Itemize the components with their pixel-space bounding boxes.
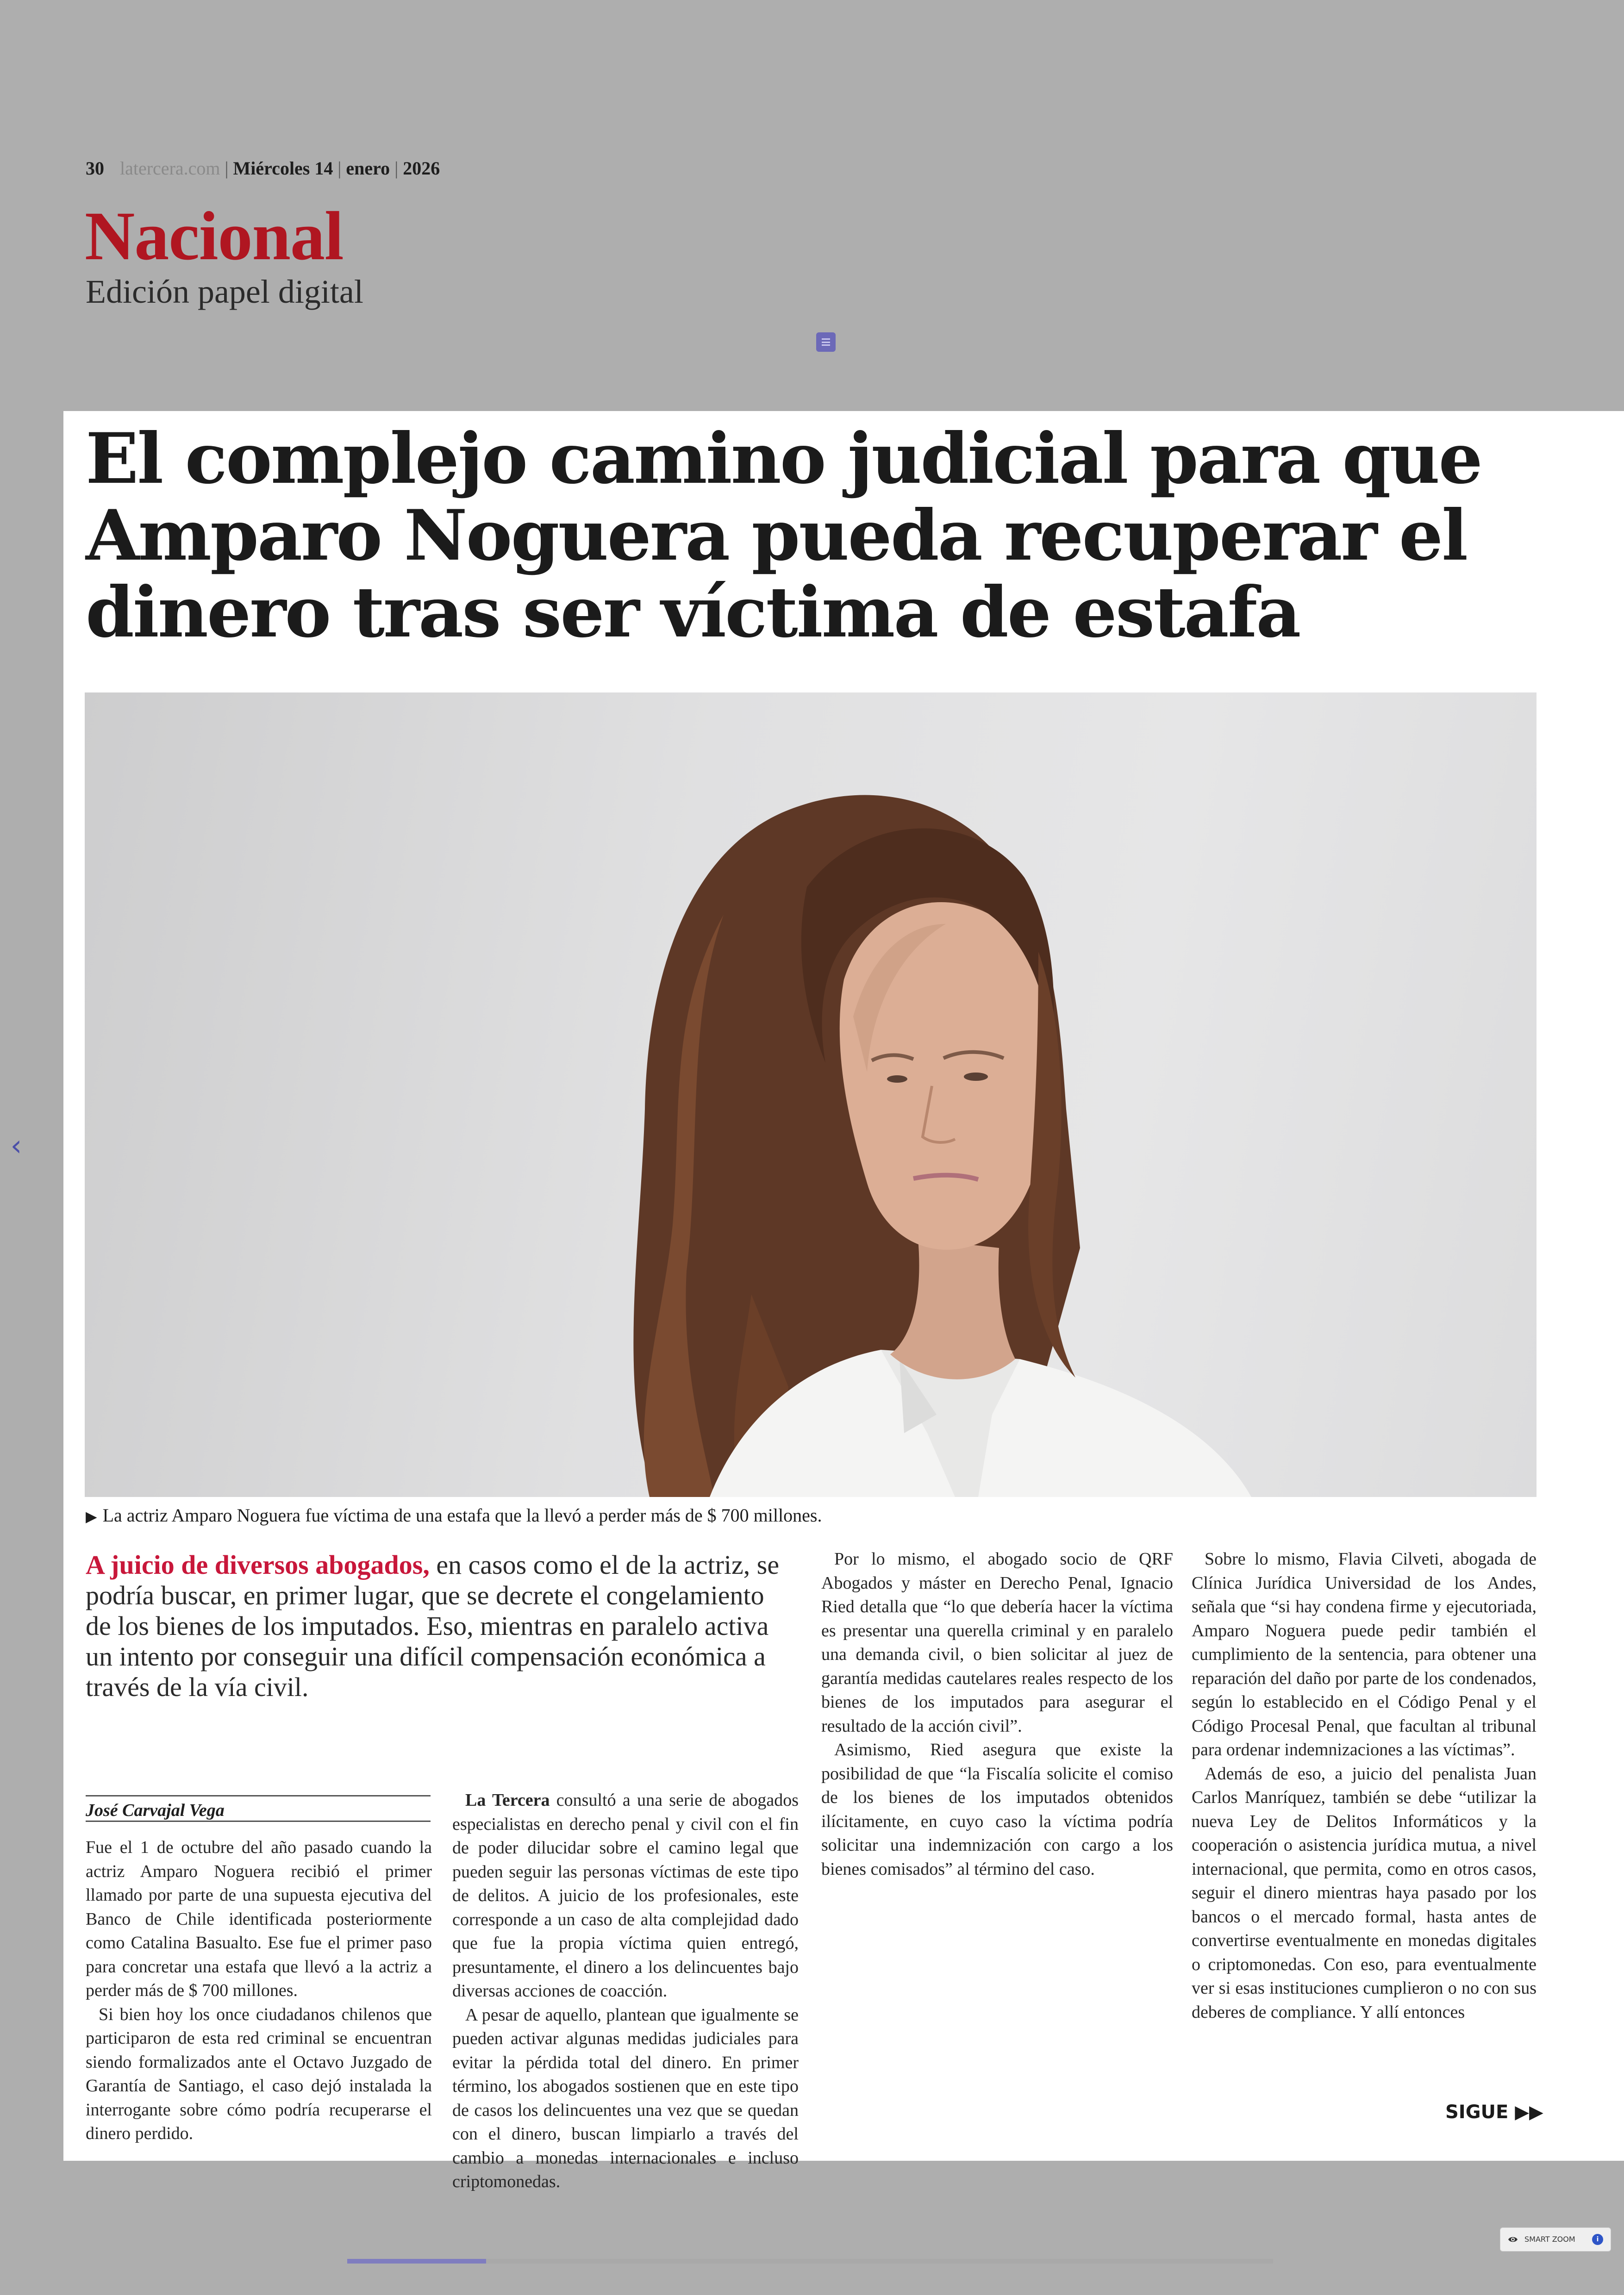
page-number: 30 [86, 158, 104, 179]
date-month: enero [346, 158, 390, 179]
site-name: latercera.com [120, 158, 220, 179]
photo-caption [86, 1504, 822, 1526]
body-paragraph: La Tercera consultó a una serie de abogados especialistas en derecho penal y civil con el fin de poder dilucidar sobre el camino legal que pueden seguir las personas víctimas de este tipo de delitos. A juicio de los profesionales, este corresponde a un caso de alta complejidad dado que fue la propia víctima quien entregó, presuntamente, el dinero a los delincuentes bajo diversas acciones de coacción. [452, 1790, 799, 2001]
body-column-1 [86, 1836, 432, 2146]
edition-label: Edición papel digital [86, 273, 363, 310]
smart-zoom-button[interactable] [1500, 2227, 1611, 2251]
body-paragraph: Por lo mismo, el abogado socio de QRF Abogados y máster en Derecho Penal, Ignacio Ried detalla que “lo que debería hacer la víctima es presentar una querella criminal y en paralelo una demanda civil, o bien solicitar al juez de garantía medidas cautelares reales respecto de los bienes de los imputados para asegurar el resultado de la acción civil”. [821, 1549, 1173, 1736]
info-icon[interactable]: i [1592, 2234, 1603, 2245]
lead-text: en casos como el de la actriz, se podría buscar, en primer lugar, que se decrete el congelamiento de los bienes de los imputados. Eso, mientras en paralelo activa un intento por conseguir una difícil compensación económica a través de la vía civil. [86, 1550, 780, 1702]
body-paragraph: Fue el 1 de octubre del año pasado cuando la actriz Amparo Noguera recibió el primer llamado por parte de una supuesta ejecutiva del Banco de Chile identificada posteriormente como Catalina Basualto. Ese fue el primer paso para concretar una estafa que llevó a la actriz a perder más de $ 700 millones. [86, 1838, 432, 2000]
section-title: Nacional [85, 198, 344, 274]
article-headline: El complejo camino judicial para que Amparo Noguera pueda recuperar el dinero tras ser víctima de estafa [86, 418, 1481, 653]
body-paragraph: Además de eso, a juicio del penalista Juan Carlos Manríquez, también se debe “utilizar la nueva Ley de Delitos Informáticos y la cooperación o asistencia jurídica mutua, a nivel internacional, que permita, como en otros casos, seguir el dinero mientras haya pasado por los bancos o el mercado formal, hasta antes de convertirse eventualmente en monedas digitales o criptomonedas. Con eso, para eventualmente ver si esas instituciones cumplieron o no con sus deberes de compliance. Y allí entonces [1192, 1764, 1537, 2022]
body-column-2 [452, 1789, 799, 2194]
body-column-4 [1192, 1547, 1537, 2024]
portrait-illustration [85, 692, 1537, 1497]
eye-icon [1508, 2234, 1518, 2245]
article-photo [85, 692, 1537, 1497]
body-paragraph: Si bien hoy los once ciudadanos chilenos que participaron de esta red criminal se encuentran siendo formalizados ante el Octavo Juzgado de Garantía de Santiago, el caso dejó instalada la interrogante sobre cómo podría recuperarse el dinero perdido. [86, 2004, 432, 2143]
body-column-3 [821, 1547, 1173, 1881]
continue-label: SIGUE ▶▶ [1445, 2102, 1543, 2123]
date-day: Miércoles 14 [233, 158, 333, 179]
date-year: 2026 [403, 158, 440, 179]
smart-zoom-label: SMART ZOOM [1524, 2235, 1575, 2244]
lead-kicker: A juicio de diversos abogados, [86, 1550, 430, 1580]
chevron-left-icon[interactable]: ‹ [10, 1129, 22, 1162]
article-lead [86, 1550, 789, 1703]
body-paragraph: Sobre lo mismo, Flavia Cilveti, abogada de Clínica Jurídica Universidad de los Andes, señala que “si hay condena firme y ejecutoriada, Amparo Noguera puede pedir también el cumplimiento de la sentencia, para obtener una reparación del daño por parte de los condenados, según lo establecido en el Código Penal y el Código Procesal Penal, que facultan al tribunal para ordenar indemnizaciones a las víctimas”. [1192, 1549, 1537, 1759]
page-progress-fill [347, 2259, 486, 2264]
triangle-icon: ▶ [86, 1508, 97, 1525]
date-line: 30 latercera.com | Miércoles 14 | enero | 2026 [86, 158, 440, 179]
newspaper-name: La Tercera [465, 1790, 550, 1810]
body-paragraph: Asimismo, Ried asegura que existe la posibilidad de que “la Fiscalía solicite el comiso de los bienes de los imputados obtenidos ilícitamente, en cuyo caso la víctima podría solicitar una indemnización con cargo a los bienes comisados” al término del caso. [821, 1740, 1173, 1879]
menu-icon[interactable] [816, 332, 836, 352]
newspaper-page [63, 411, 1624, 2191]
body-paragraph: A pesar de aquello, plantean que igualmente se pueden activar algunas medidas judiciales para evitar la pérdida total del dinero. En primer término, los abogados sostienen que en este tipo de casos los delincuentes una vez que se quedan con el dinero, buscan limpiarlo a través del cambio a monedas internacionales e incluso criptomonedas. [452, 2005, 799, 2191]
byline: José Carvajal Vega [86, 1795, 431, 1822]
page-progress-bar[interactable] [347, 2259, 1273, 2264]
caption-text: La actriz Amparo Noguera fue víctima de una estafa que la llevó a perder más de $ 700 millones. [102, 1505, 822, 1526]
